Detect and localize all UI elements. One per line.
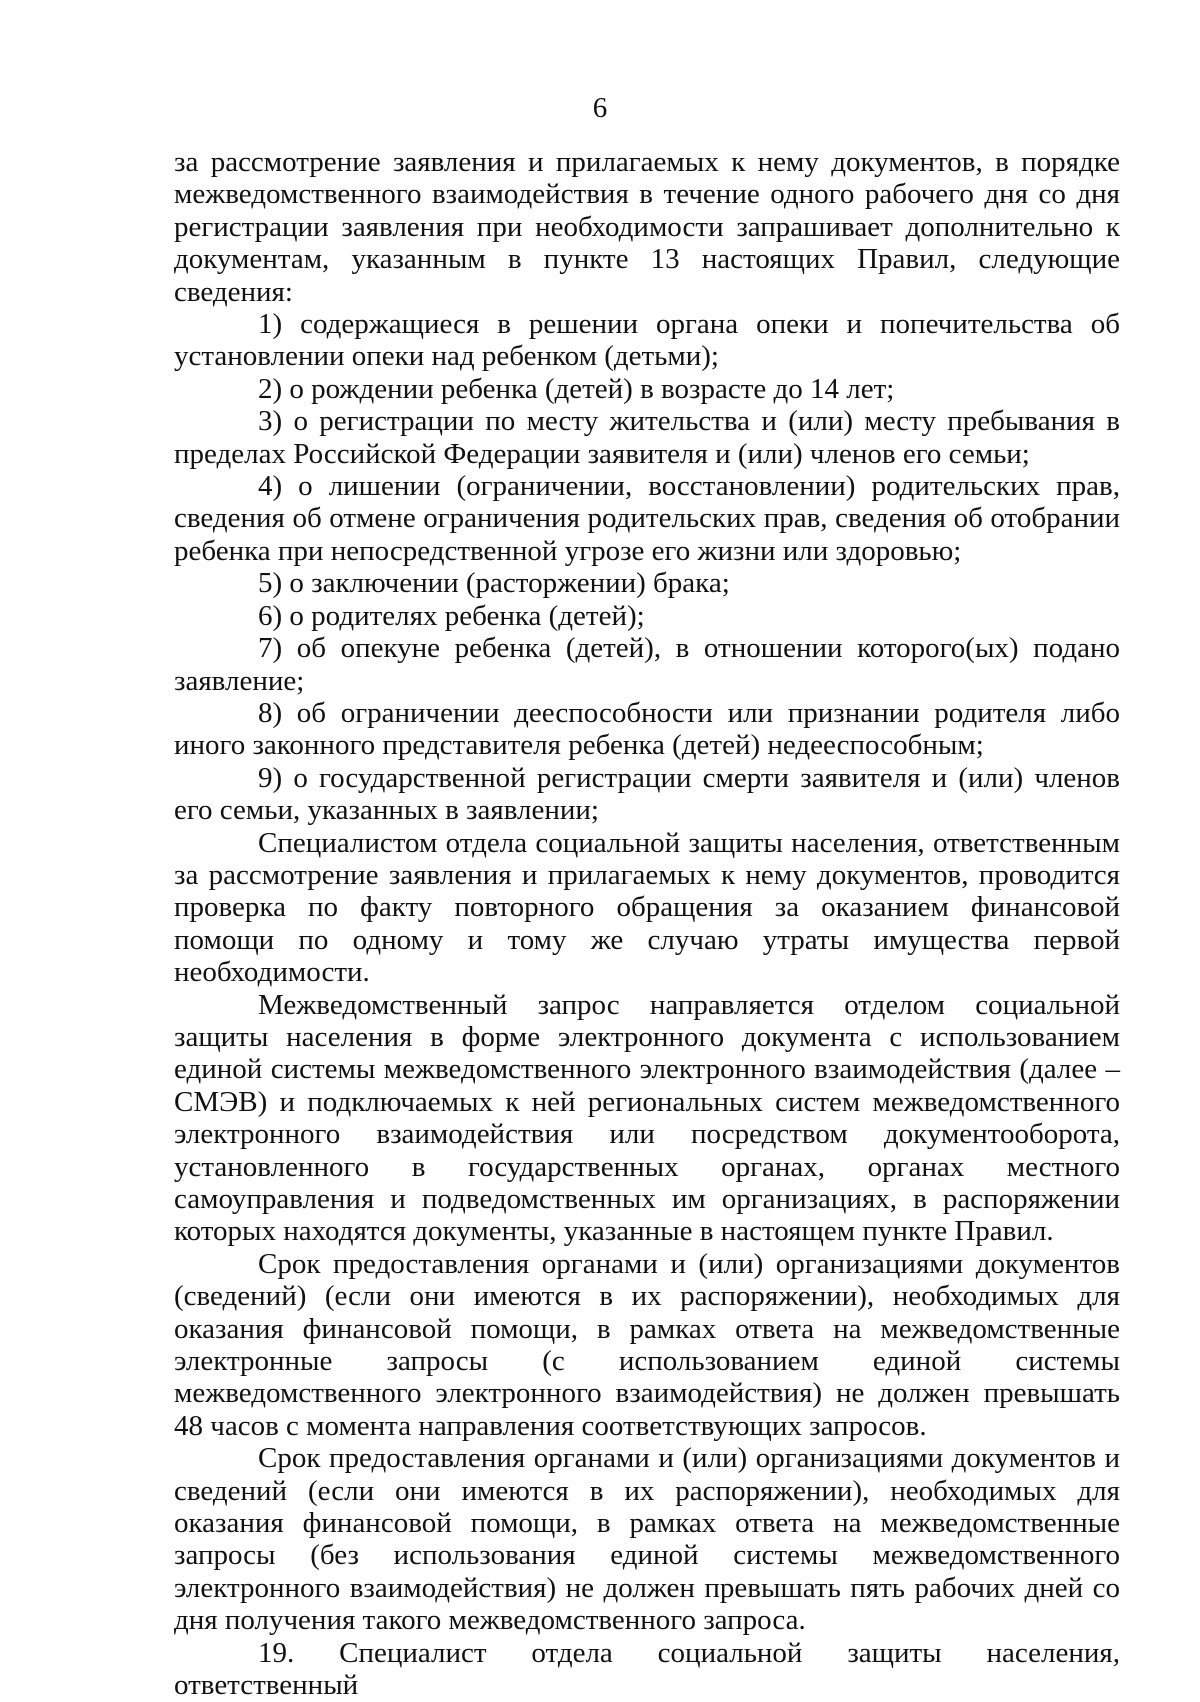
list-item-8: 8) об ограничении дееспособности или признании родителя либо иного законного представителя ребенка (детей) недееспособным; [174,696,1120,762]
list-item-5: 5) о заключении (расторжении) брака; [258,567,730,600]
list-item-6: 6) о родителях ребенка (детей); [258,599,645,632]
list-item-9: 9) о государственной регистрации смерти заявителя и (или) членов его семьи, указанных в заявлении; [174,761,1120,827]
list-item-7: 7) об опекуне ребенка (детей), в отношении которого(ых) подано заявление; [174,632,1120,697]
list-item-1: 1) содержащиеся в решении органа опеки и попечительства об установлении опеки над ребенком (детьми); [174,308,1120,373]
document-body [174,146,1120,1702]
page-number: 6 [592,92,608,124]
paragraph-electronic-deadline: Срок предоставления органами и (или) организациями документов (сведений) (если они имеются в их распоряжении), необходимых для оказания финансовой помощи, в рамках ответа на межведомственные электронные запросы (с использованием единой системы межведомственного электронного взаимодействия) не должен превышать 48 часов с момента направления соответствующих запросов. [174,1247,1120,1442]
list-item-4: 4) о лишении (ограничении, восстановлении) родительских прав, сведения об отмене ограничения родительских прав, сведения об отобрании ребенка при непосредственной угрозе его жизни или здоровью; [174,470,1120,567]
list-item-3: 3) о регистрации по месту жительства и (или) месту пребывания в пределах Российской Федерации заявителя и (или) членов его семьи; [174,405,1120,470]
paragraph-paper-deadline: Срок предоставления органами и (или) организациями документов и сведений (если они имеются в их распоряжении), необходимых для оказания финансовой помощи, в рамках ответа на межведомственные запросы (без использования единой системы межведомственного электронного взаимодействия) не должен превышать пять рабочих дней со дня получения такого межведомственного запроса. [174,1442,1120,1637]
paragraph-interagency-request: Межведомственный запрос направляется отделом социальной защиты населения в форме электронного документа с использованием единой системы межведомственного электронного взаимодействия (далее – СМЭВ) и подключаемых к ней региональных систем межведомственного электронного взаимодействия или посредством документооборота, установленного в государственных органах, органах местного самоуправления и подведомственных им организациях, в распоряжении которых находятся документы, указанные в настоящем пункте Правил. [174,988,1120,1248]
list-item-2: 2) о рождении ребенка (детей) в возрасте до 14 лет; [258,372,895,405]
paragraph-intro: за рассмотрение заявления и прилагаемых к нему документов, в порядке межведомственного взаимодействия в течение одного рабочего дня со дня регистрации заявления при необходимости запрашивает дополнительно к документам, указанным в пункте 13 настоящих Правил, следующие сведения: [174,146,1120,308]
paragraph-repeat-check: Специалистом отдела социальной защиты населения, ответственным за рассмотрение заявления и прилагаемых к нему документов, проводится проверка по факту повторного обращения за оказанием финансовой помощи по одному и тому же случаю утраты имущества первой необходимости. [174,826,1120,989]
paragraph-section-19: 19. Специалист отдела социальной защиты населения, ответственный [174,1636,1120,1702]
